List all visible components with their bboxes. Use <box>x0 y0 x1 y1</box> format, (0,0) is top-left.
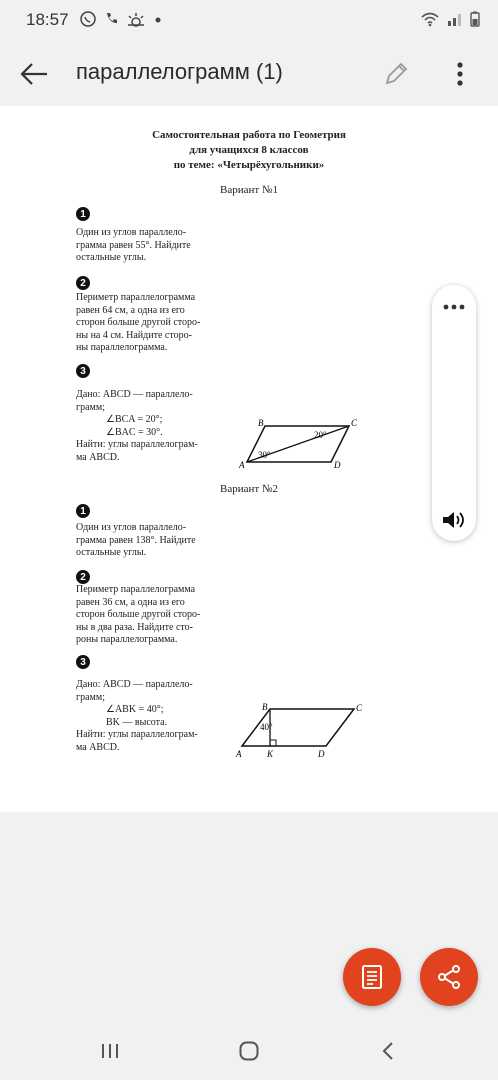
v2-parallelogram-figure <box>232 700 368 760</box>
document-icon <box>361 964 383 990</box>
svg-text:D: D <box>318 749 325 759</box>
task-number-2: 2 <box>76 276 90 290</box>
speaker-icon <box>441 509 467 531</box>
chevron-left-icon <box>381 1041 395 1061</box>
svg-text:C: C <box>356 703 363 713</box>
svg-text:B: B <box>258 418 264 428</box>
back-button[interactable] <box>14 54 54 94</box>
share-icon <box>436 964 462 990</box>
signal-icon <box>446 11 464 27</box>
back-nav-button[interactable] <box>368 1034 408 1068</box>
task-number-1: 1 <box>76 504 90 518</box>
arrow-back-icon <box>19 62 49 86</box>
document-heading: Самостоятельная работа по Геометрия для учащихся 8 классов по теме: «Четырёхугольники» <box>152 129 346 171</box>
document-page[interactable] <box>0 106 498 812</box>
task-number-2: 2 <box>76 570 90 584</box>
svg-text:B: B <box>262 702 268 712</box>
task-number-1: 1 <box>76 207 90 221</box>
recent-apps-button[interactable] <box>90 1034 130 1068</box>
app-bar <box>0 40 498 106</box>
svg-text:A: A <box>239 460 245 470</box>
pencil-icon <box>383 61 409 87</box>
system-nav-bar <box>0 1022 498 1080</box>
svg-text:40°: 40° <box>260 722 273 732</box>
task-number-3: 3 <box>76 655 90 669</box>
home-icon <box>238 1040 260 1062</box>
more-vert-icon <box>456 61 464 87</box>
wifi-icon <box>420 11 440 27</box>
v1-task-1: Один из углов параллело- грамма равен 55°. Найдите остальные углы. <box>76 227 191 263</box>
svg-text:C: C <box>351 418 358 428</box>
more-options-button[interactable] <box>440 54 480 94</box>
v1-parallelogram-figure <box>236 414 366 470</box>
status-bar <box>0 0 498 40</box>
variant-1-label: Вариант №1 <box>220 184 278 196</box>
home-button[interactable] <box>229 1034 269 1068</box>
phone-icon <box>104 11 118 27</box>
svg-text:20°: 20° <box>314 430 327 440</box>
v2-task-2: Периметр параллелограмма равен 36 см, а одна из его сторон больше другой сторо- ны в два раза. Найдите сто- роны параллелограмма. <box>76 584 201 645</box>
viber-icon <box>80 11 96 27</box>
v1-task-3: Дано: ABCD — параллело- грамм; ∠BCA = 20°; ∠BAC = 30°. Найти: углы параллелограм- ма ABCD. <box>76 389 198 463</box>
battery-icon <box>470 11 480 27</box>
v2-task-3: Дано: ABCD — параллело- грамм; ∠ABK = 40°; BK — высота. Найти: углы параллелограм- ма ABCD. <box>76 679 198 753</box>
variant-2-label: Вариант №2 <box>220 483 278 495</box>
svg-text:K: K <box>267 749 274 759</box>
recents-icon <box>100 1042 120 1060</box>
bottom-area <box>0 812 498 1022</box>
edit-button[interactable] <box>376 54 416 94</box>
text-view-fab[interactable] <box>343 948 401 1006</box>
read-aloud-button[interactable] <box>432 505 476 535</box>
notification-dot-icon <box>154 11 162 27</box>
svg-text:30°: 30° <box>258 450 271 460</box>
more-horiz-icon <box>442 303 466 311</box>
task-number-3: 3 <box>76 364 90 378</box>
v2-task-1: Один из углов параллело- грамма равен 138°. Найдите остальные углы. <box>76 522 196 558</box>
panel-more-button[interactable] <box>432 295 476 319</box>
weather-icon <box>126 11 146 27</box>
svg-text:D: D <box>334 460 341 470</box>
status-time: 18:57 <box>26 10 69 29</box>
v1-task-2: Периметр параллелограмма равен 64 см, а одна из его сторон больше другой сторо- ны на 4 см. Найдите сторо- ны параллелограмма. <box>76 292 201 353</box>
share-fab[interactable] <box>420 948 478 1006</box>
svg-text:A: A <box>236 749 242 759</box>
floating-side-panel <box>432 285 476 541</box>
document-title: параллелограмм (1) <box>76 59 283 84</box>
